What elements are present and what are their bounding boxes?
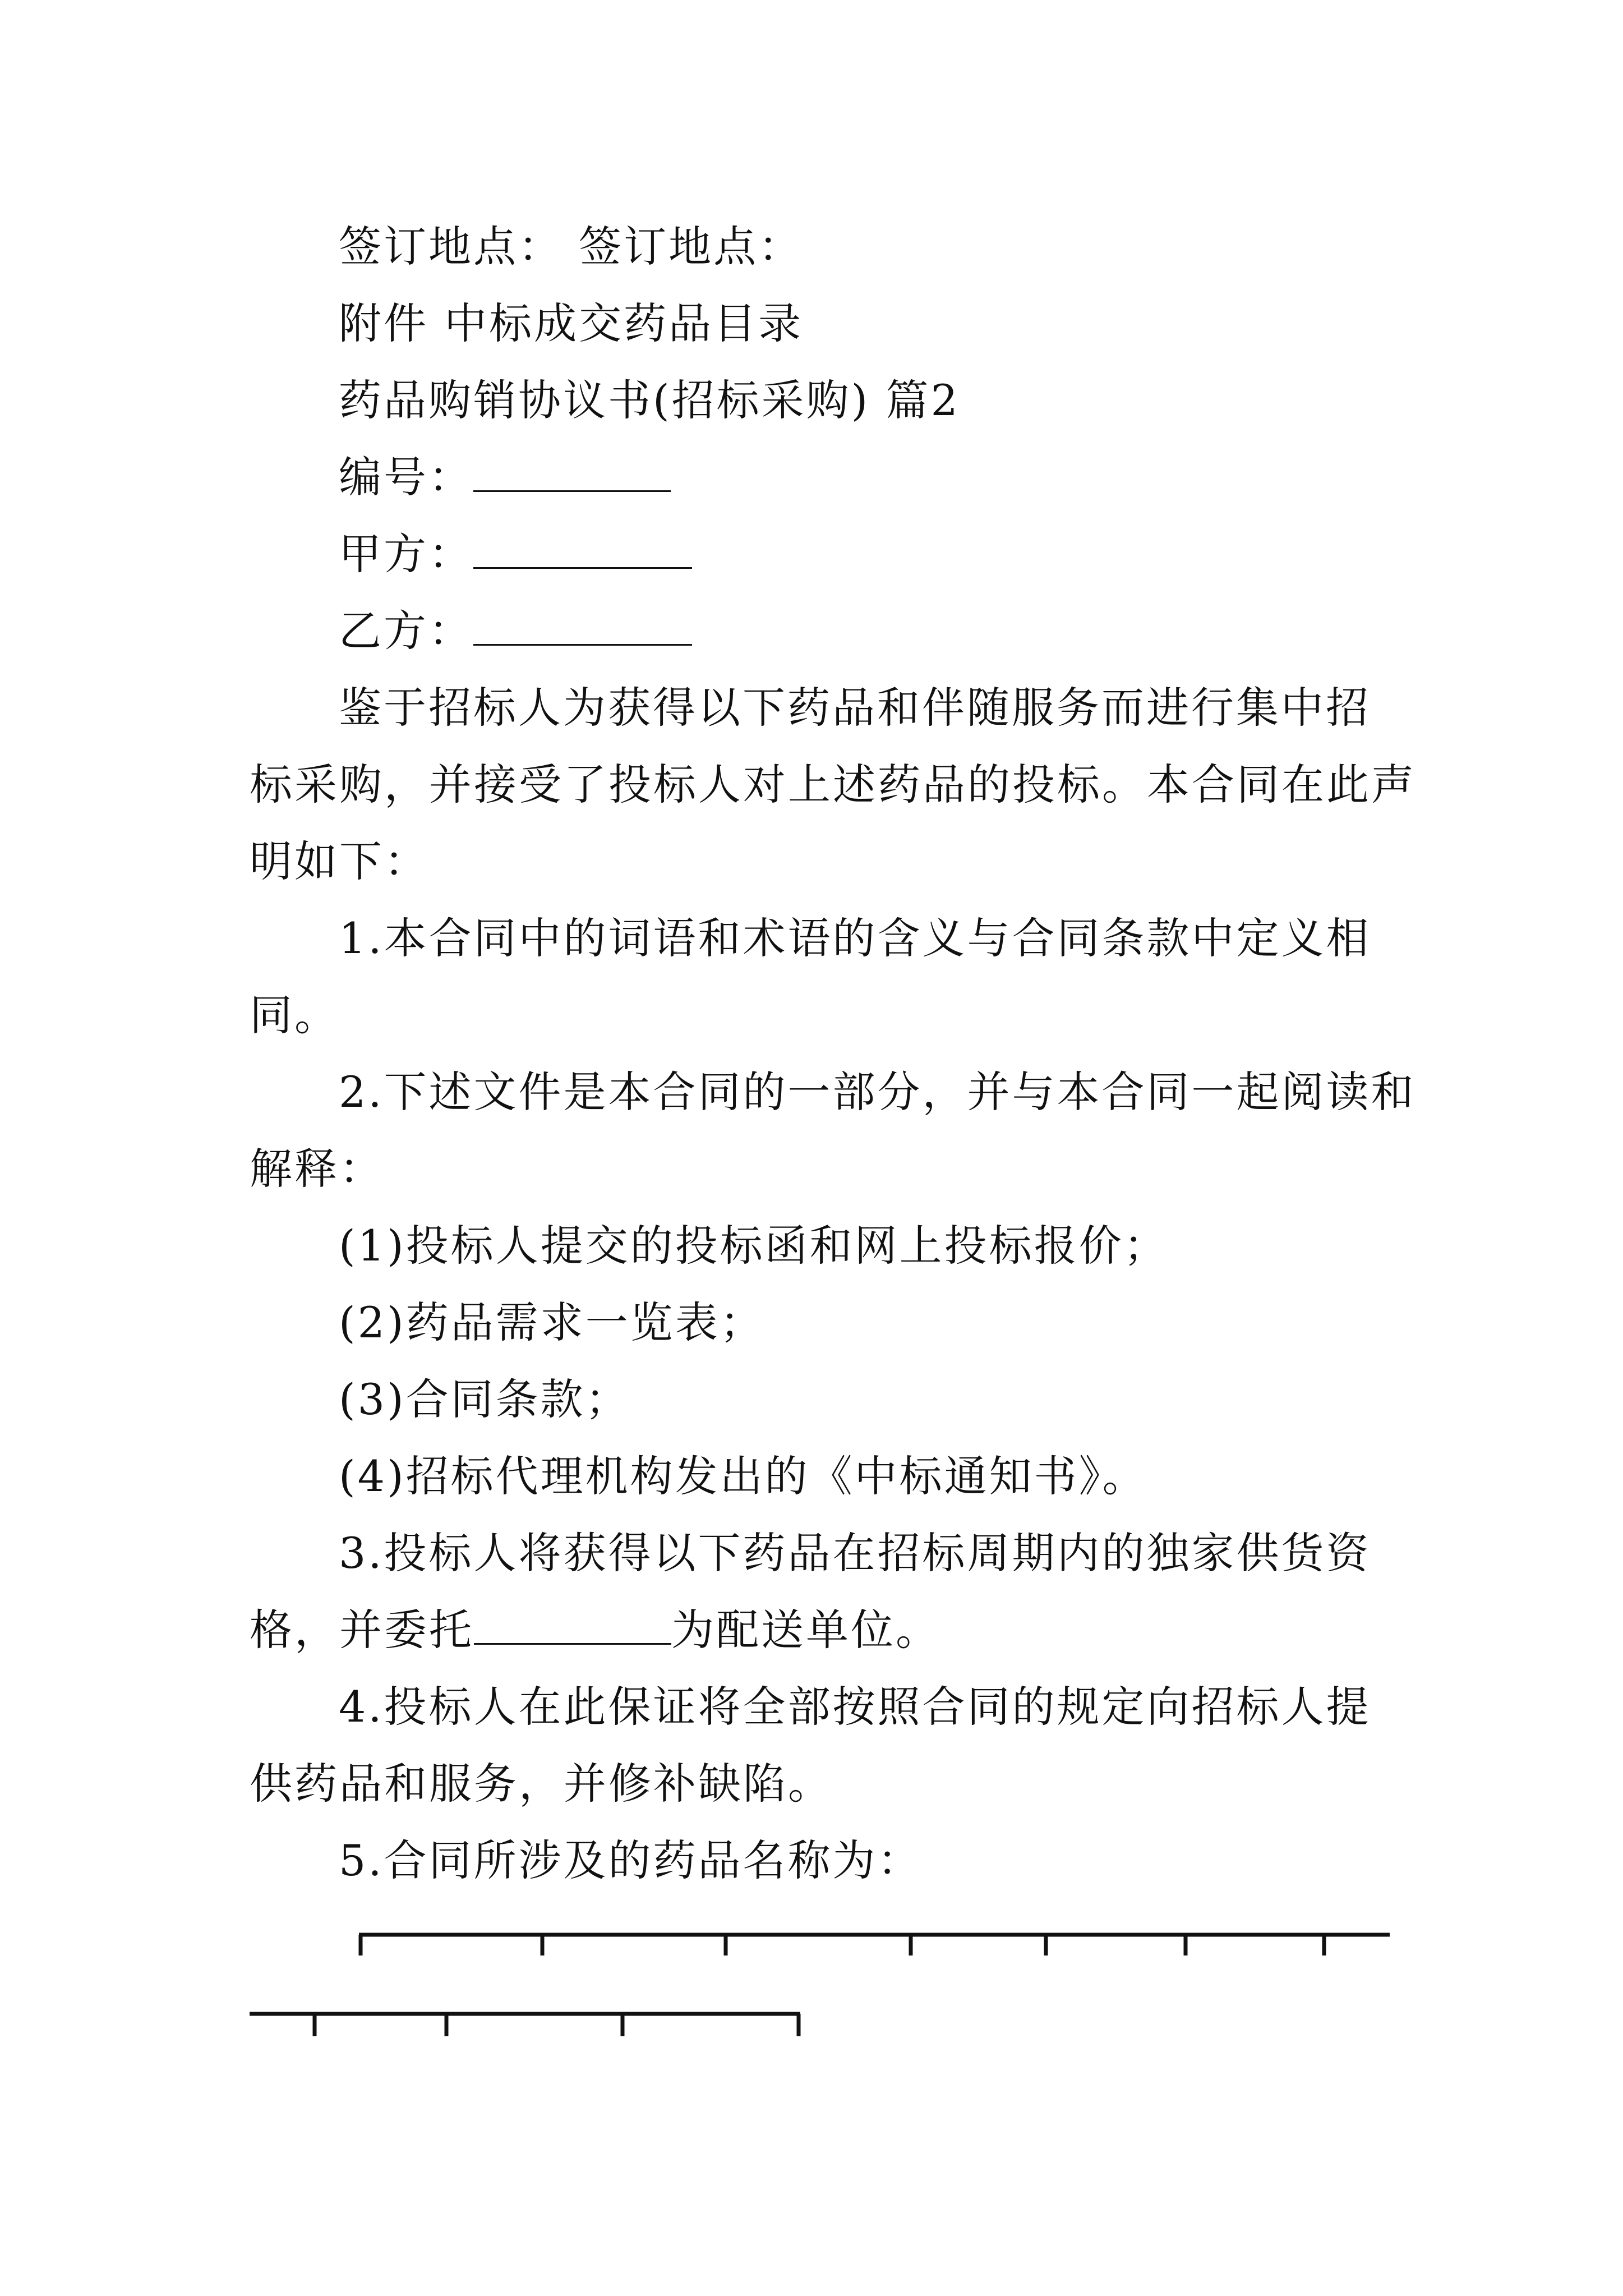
paragraph-line: 3.投标人将获得以下药品在招标周期内的独家供货资 bbox=[339, 1528, 1371, 1578]
contract-number-label: 编号： bbox=[339, 452, 473, 502]
paragraph-line: 明如下： bbox=[250, 836, 429, 886]
party-a-label: 甲方： bbox=[339, 529, 473, 579]
list-item: (2)药品需求一览表； bbox=[339, 1297, 765, 1347]
section-title: 药品购销协议书(招标采购) 篇2 bbox=[339, 375, 960, 425]
paragraph-line: 1.本合同中的词语和术语的含义与合同条款中定义相 bbox=[339, 913, 1371, 963]
paragraph-line: 5.合同所涉及的药品名称为： bbox=[339, 1835, 923, 1885]
party-b-line bbox=[339, 603, 692, 659]
list-item: (1)投标人提交的投标函和网上投标报价； bbox=[339, 1221, 1169, 1271]
party-b-label: 乙方： bbox=[339, 606, 473, 656]
list-item: (4)招标代理机构发出的《中标通知书》。 bbox=[339, 1451, 1147, 1501]
paragraph-line: 鉴于招标人为获得以下药品和伴随服务而进行集中招 bbox=[339, 683, 1371, 733]
attachment-line: 附件 中标成交药品目录 bbox=[339, 298, 804, 348]
list-item: (3)合同条款； bbox=[339, 1374, 630, 1424]
delegate-text-end: 为配送单位。 bbox=[671, 1605, 940, 1655]
delegate-text-start: 格，并委托 bbox=[250, 1605, 474, 1655]
party-a-blank bbox=[473, 528, 692, 569]
paragraph-line bbox=[250, 1602, 940, 1658]
paragraph-line: 供药品和服务，并修补缺陷。 bbox=[250, 1759, 833, 1809]
paragraph-line: 2.下述文件是本合同的一部分，并与本合同一起阅读和 bbox=[339, 1067, 1416, 1117]
paragraph-line: 标采购，并接受了投标人对上述药品的投标。本合同在此声 bbox=[250, 760, 1416, 809]
contract-number-line bbox=[339, 449, 671, 505]
delivery-unit-blank bbox=[474, 1604, 671, 1645]
paragraph-line: 同。 bbox=[250, 990, 339, 1040]
signing-place-line: 签订地点： 签订地点： bbox=[339, 222, 804, 272]
party-b-blank bbox=[473, 605, 692, 646]
paragraph-line: 4.投标人在此保证将全部按照合同的规定向招标人提 bbox=[339, 1682, 1371, 1732]
contract-number-blank bbox=[473, 451, 671, 492]
paragraph-line: 解释： bbox=[250, 1144, 384, 1194]
party-a-line bbox=[339, 526, 692, 582]
